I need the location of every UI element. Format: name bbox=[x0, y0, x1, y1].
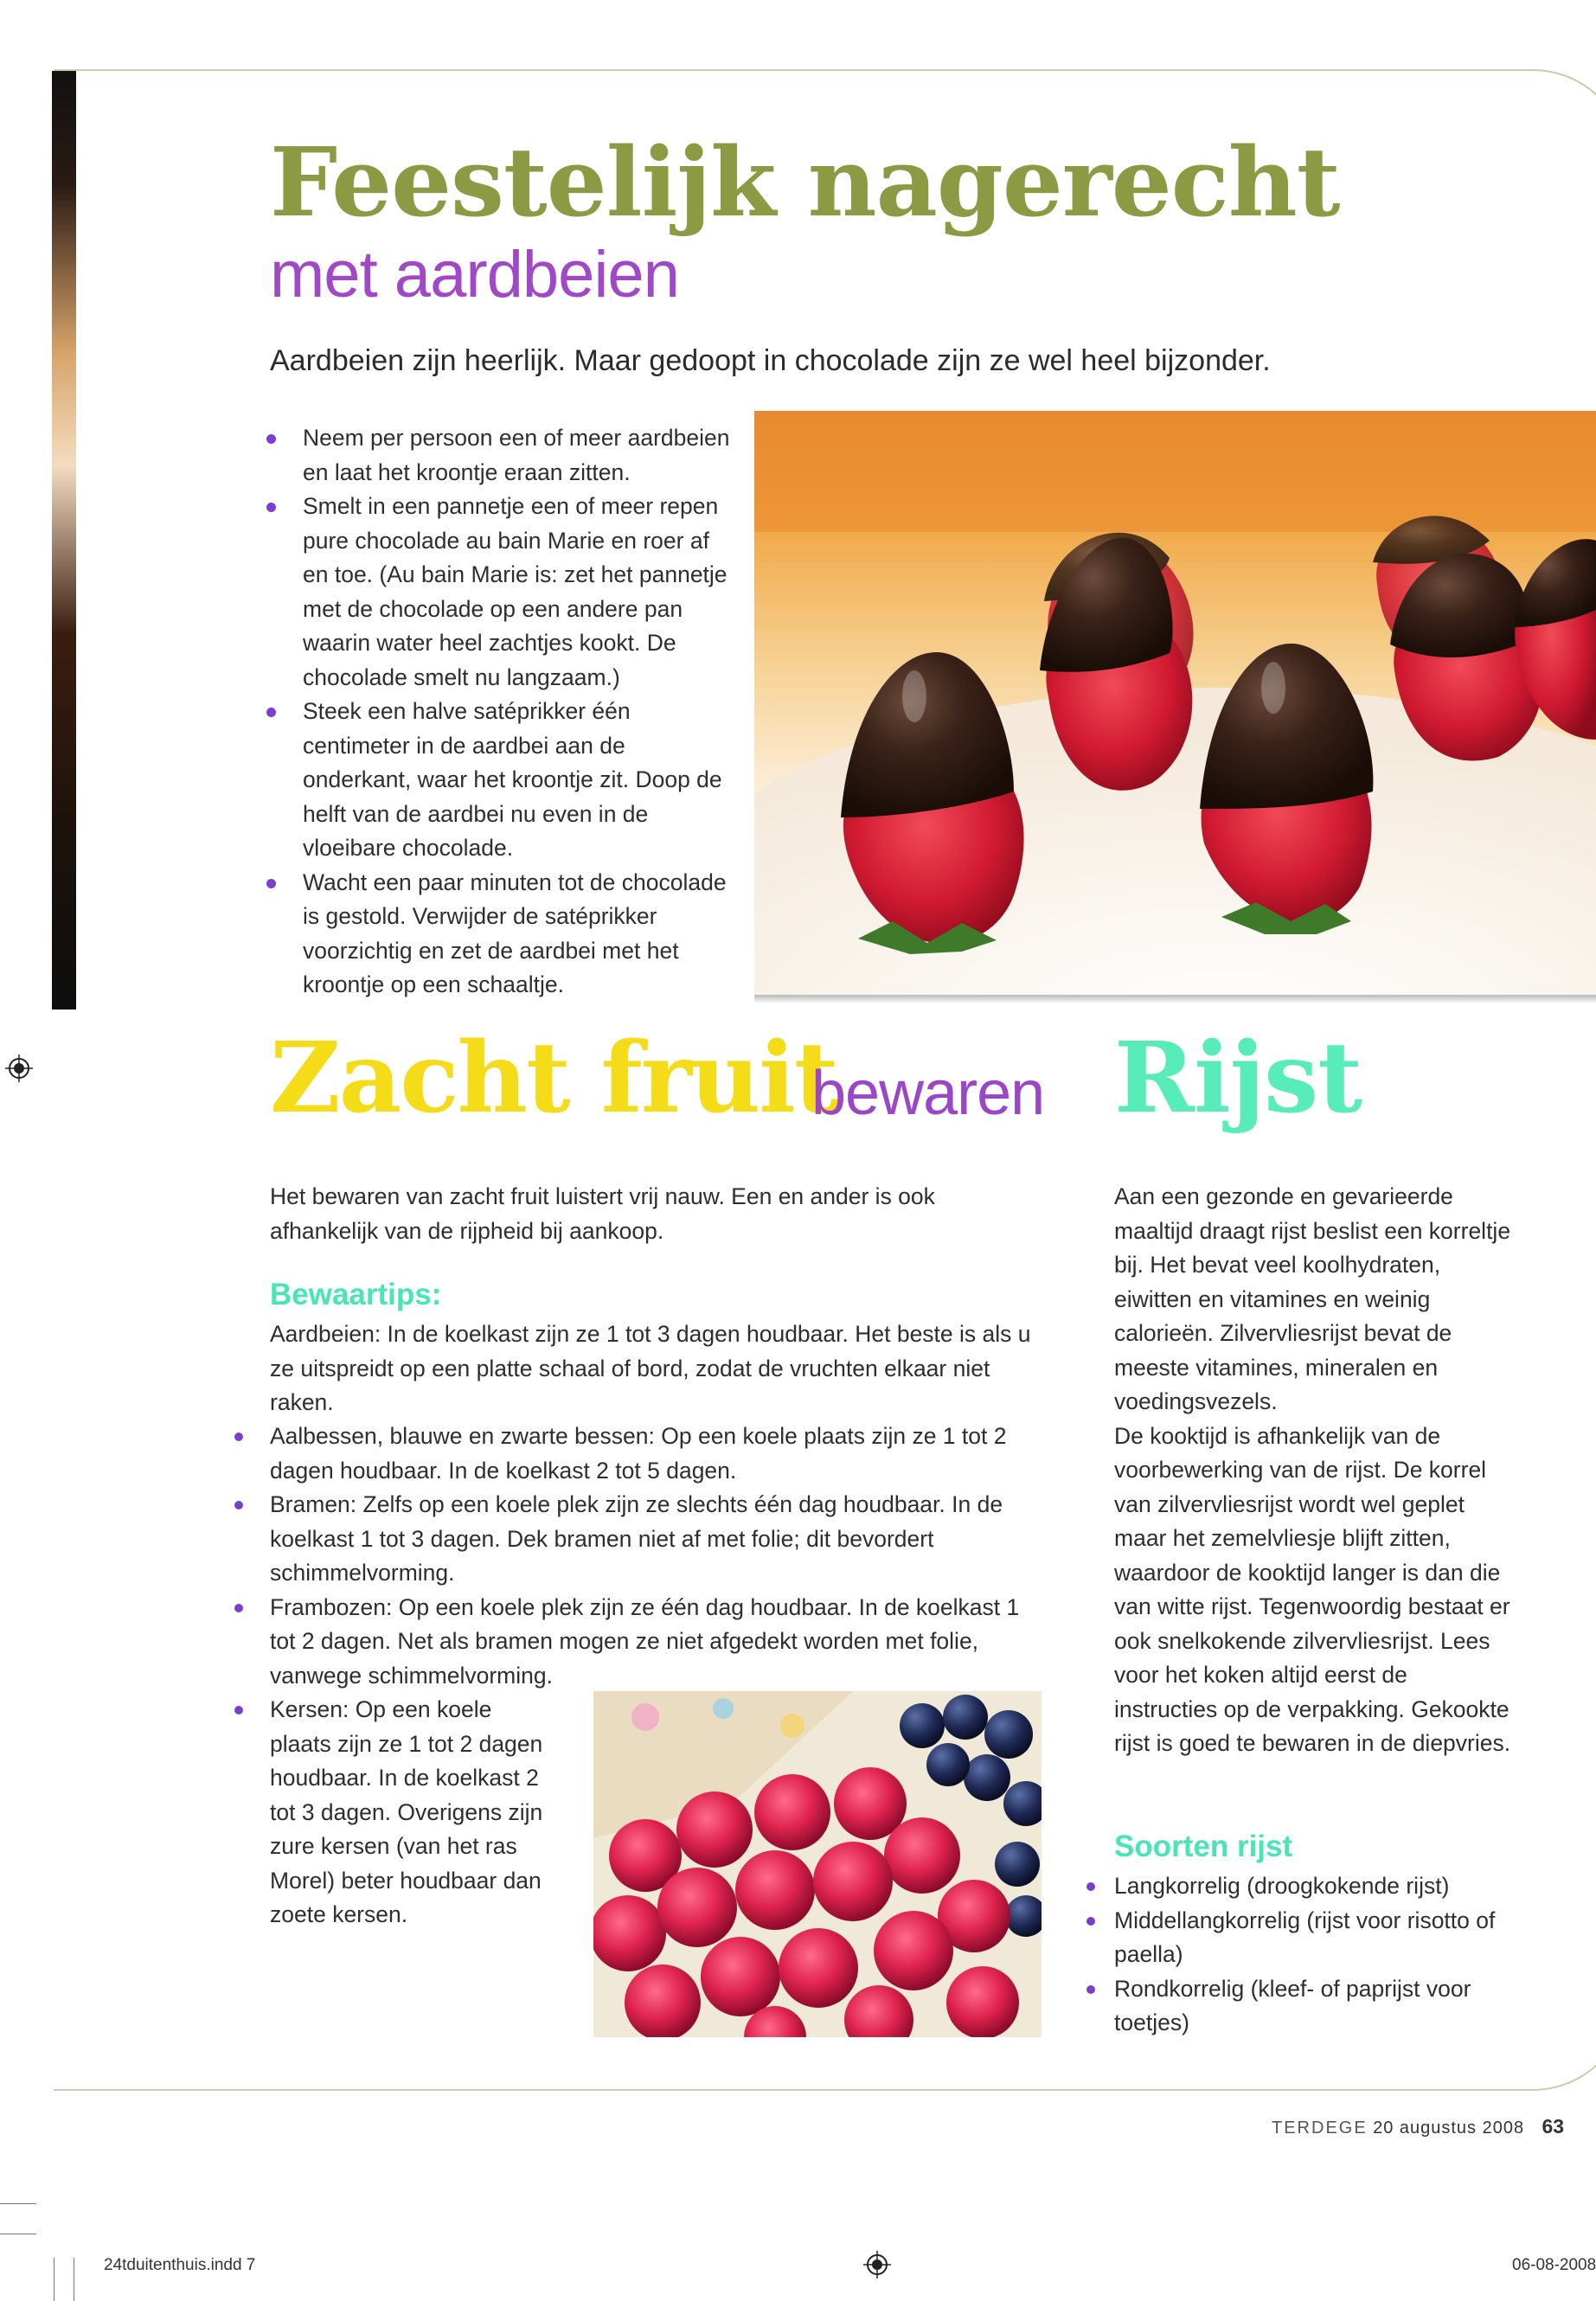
list-item: Aalbessen, blauwe en zwarte bessen: Op een koele plaats zijn ze 1 tot 2 dagen houdbaar. In de koelkast 2 tot 5 dagen. bbox=[270, 1420, 1048, 1488]
article-title-soft-fruit: Zacht fruit bbox=[270, 1022, 837, 1135]
page-footer bbox=[1272, 2115, 1564, 2138]
page-number: 63 bbox=[1542, 2115, 1565, 2138]
photo-bleed-strip bbox=[52, 71, 76, 1009]
list-item: Steek een halve satéprikker één centimeter in de aardbei aan de onderkant, waar het kroontje zit. Doop de helft van de aardbei nu even in de vloeibare chocolade. bbox=[270, 695, 737, 866]
frame-top-corner bbox=[1524, 69, 1596, 173]
list-item: Bramen: Zelfs op een koele plek zijn ze slechts één dag houdbaar. In de koelkast 1 tot 3 dagen. Dek bramen niet af met folie; dit bevordert schimmelvorming. bbox=[270, 1488, 1048, 1591]
article-title-rice: Rijst bbox=[1114, 1022, 1362, 1135]
article-subtitle-dessert: met aardbeien bbox=[270, 238, 679, 311]
list-item: Wacht een paar minuten tot de chocolade is gestold. Verwijder de satéprikker voorzichtig en zet de aardbei met het kroontje op een schaaltje. bbox=[270, 866, 737, 1003]
raspberries-blueberries-photo bbox=[593, 1691, 1042, 2037]
tip-strawberries: Aardbeien: In de koelkast zijn ze 1 tot 3 dagen houdbaar. Het beste is als u ze uitspreidt op een platte schaal of bord, zodat de vruchten elkaar niet raken. bbox=[270, 1321, 1031, 1415]
photo-shadow bbox=[754, 995, 1596, 1003]
list-item: Rondkorrelig (kleef- of paprijst voor toetjes) bbox=[1114, 1972, 1512, 2041]
article-body-rice bbox=[1114, 1180, 1512, 1761]
slug-filename: 24tduitenthuis.indd 7 bbox=[104, 2256, 256, 2274]
rice-types-list bbox=[1114, 1869, 1512, 2041]
article-title-suffix: bewaren bbox=[811, 1059, 1045, 1128]
magazine-name: TERDEGE bbox=[1272, 2118, 1368, 2138]
list-item: Frambozen: Op een koele plek zijn ze één dag houdbaar. In de koelkast 1 tot 2 dagen. Net als bramen mogen ze niet afgedekt worden met folie, vanwege schimmelvorming. bbox=[270, 1591, 1048, 1694]
article-intro-soft-fruit: Het bewaren van zacht fruit luistert vrij nauw. Een en ander is ook afhankelijk van de rijpheid bij aankoop. bbox=[270, 1183, 935, 1244]
rice-paragraph-2: De kooktijd is afhankelijk van de voorbewerking van de rijst. De korrel van zilvervliesrijst wordt wel geplet maar het zemelvliesje blijft zitten, waardoor de kooktijd langer is dan die van witte rijst. Tegenwoordig bestaat er ook snelkokende zilvervliesrijst. Lees voor het koken altijd eerst de instructies op de verpakking. Gekookte rijst is goed te bewaren in de diepvries. bbox=[1114, 1422, 1511, 1756]
issue-date: 20 augustus 2008 bbox=[1373, 2118, 1525, 2138]
frame-top-line bbox=[54, 69, 1524, 71]
frame-bottom-corner bbox=[1524, 1988, 1596, 2091]
slug-date: 06-08-2008 bbox=[1512, 2256, 1596, 2274]
chocolate-strawberries-photo bbox=[754, 411, 1596, 995]
article-title-dessert: Feestelijk nagerecht bbox=[270, 126, 1340, 238]
registration-mark-icon bbox=[5, 1054, 33, 1082]
registration-mark-icon bbox=[863, 2251, 891, 2279]
crop-mark bbox=[0, 2203, 36, 2204]
article-intro-dessert: Aardbeien zijn heerlijk. Maar gedoopt in chocolade zijn ze wel heel bijzonder. bbox=[270, 344, 1271, 377]
list-item: Smelt in een pannetje een of meer repen pure chocolade au bain Marie en roer af en toe. (Au bain Marie is: zet het pannetje met de chocolade op een andere pan waarin water heel zachtjes kookt. De chocolade smelt nu langzaam.) bbox=[270, 490, 737, 695]
rice-paragraph-1: Aan een gezonde en gevarieerde maaltijd draagt rijst beslist een korreltje bij. Het bevat veel koolhydraten, eiwitten en vitamines en weinig calorieën. Zilvervliesrijst bevat de meeste vitamines, mineralen en voedingsvezels. bbox=[1114, 1183, 1511, 1414]
list-item: Kersen: Op een koele plaats zijn ze 1 tot 2 dagen houdbaar. In de koelkast 2 tot 3 dagen. Overigens zijn zure kersen (van het ras Morel) beter houdbaar dan zoete kersen. bbox=[270, 1693, 555, 1932]
section-heading-tips: Bewaartips: bbox=[270, 1278, 442, 1311]
list-item: Neem per persoon een of meer aardbeien en laat het kroontje eraan zitten. bbox=[270, 421, 737, 490]
recipe-steps-list bbox=[270, 421, 737, 1003]
list-item: Middellangkorrelig (rijst voor risotto of paella) bbox=[1114, 1904, 1512, 1972]
frame-bottom-line bbox=[54, 2089, 1524, 2091]
section-heading-rice-types: Soorten rijst bbox=[1114, 1830, 1293, 1863]
list-item: Langkorrelig (droogkokende rijst) bbox=[1114, 1869, 1512, 1904]
